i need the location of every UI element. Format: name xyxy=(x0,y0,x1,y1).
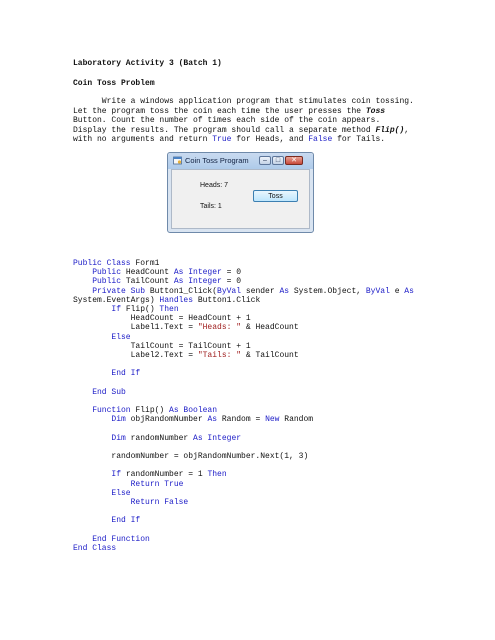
code-text: = 0 xyxy=(221,277,242,287)
code-line xyxy=(73,268,414,277)
desc-text: Display the results. The program should call a separate method xyxy=(73,125,376,135)
code-text xyxy=(73,333,111,342)
code-line xyxy=(73,415,414,424)
code-keyword: Function xyxy=(92,406,131,415)
window-titlebar[interactable] xyxy=(168,153,313,169)
code-text: HeadCount xyxy=(121,268,174,278)
code-keyword: Then xyxy=(207,470,227,480)
code-text xyxy=(73,498,131,507)
code-line xyxy=(73,305,414,314)
code-keyword: Private Sub xyxy=(92,286,146,296)
code-keyword: Return True xyxy=(130,479,184,489)
activity-heading: Laboratory Activity 3 (Batch 1) xyxy=(73,59,222,68)
code-text: Label2.Text = xyxy=(73,350,198,360)
false-keyword: False xyxy=(308,135,333,145)
toss-button[interactable]: Toss xyxy=(253,190,298,202)
desc-text: , xyxy=(404,125,410,135)
code-line xyxy=(73,544,414,553)
code-keyword: As Integer xyxy=(193,433,242,443)
code-text: Flip() xyxy=(130,406,170,415)
code-keyword: End If xyxy=(111,516,141,526)
code-text: TailCount xyxy=(121,277,174,287)
code-text xyxy=(73,470,111,479)
code-keyword: If xyxy=(111,470,122,480)
window-title: Coin Toss Program xyxy=(185,156,249,165)
minimize-button[interactable]: – xyxy=(259,156,271,165)
code-line xyxy=(73,388,414,397)
true-keyword: True xyxy=(212,135,232,145)
code-line xyxy=(73,369,414,378)
form-app-icon xyxy=(173,156,182,165)
code-line xyxy=(73,424,414,433)
code-keyword: End If xyxy=(111,369,141,379)
code-text: Random = xyxy=(217,415,266,425)
code-text: randomNumber xyxy=(125,433,194,443)
heads-label: Heads: 7 xyxy=(200,182,229,189)
flip-emphasis: Flip() xyxy=(375,125,405,135)
code-text: System.EventArgs) xyxy=(73,295,160,305)
toss-emphasis: Toss xyxy=(365,106,386,116)
code-line xyxy=(73,333,414,342)
code-keyword: ByVal xyxy=(217,286,242,296)
code-line xyxy=(73,516,414,525)
code-line xyxy=(73,535,414,544)
code-text: Label1.Text = xyxy=(73,323,198,333)
code-keyword: Handles xyxy=(159,295,194,305)
code-line xyxy=(73,434,414,443)
code-keyword: Public xyxy=(92,268,122,278)
code-line xyxy=(73,489,414,498)
code-keyword: Dim xyxy=(111,415,126,425)
code-text xyxy=(73,305,111,314)
code-line xyxy=(73,480,414,489)
code-keyword: Else xyxy=(111,332,131,342)
code-line xyxy=(73,323,414,332)
code-line xyxy=(73,259,414,268)
code-line xyxy=(73,507,414,516)
code-keyword: Public xyxy=(92,277,122,287)
code-keyword: Dim xyxy=(111,433,126,443)
code-text: Flip() xyxy=(121,304,160,314)
code-text xyxy=(73,388,92,397)
code-line xyxy=(73,397,414,406)
maximize-button[interactable]: □ xyxy=(272,156,284,165)
code-line xyxy=(73,314,414,323)
code-text: = 0 xyxy=(221,268,242,278)
code-keyword: Then xyxy=(159,304,179,314)
tails-label: Tails: 1 xyxy=(200,203,222,210)
code-text: Button1_Click( xyxy=(145,286,218,296)
code-text: HeadCount = HeadCount + 1 xyxy=(73,314,251,324)
code-line xyxy=(73,351,414,360)
window-client-area xyxy=(171,169,310,229)
code-text: Random xyxy=(279,415,314,425)
code-text: objRandomNumber xyxy=(125,415,208,425)
code-line xyxy=(73,443,414,452)
desc-line: Button. Count the number of times each side of the coin appears. xyxy=(73,116,381,126)
code-keyword: Return False xyxy=(130,497,189,507)
coin-toss-window xyxy=(167,152,314,233)
code-text xyxy=(73,489,111,498)
desc-line xyxy=(73,107,423,117)
code-keyword: End Class xyxy=(73,543,117,553)
code-text: Button1.Click xyxy=(193,295,261,305)
code-text xyxy=(73,415,111,424)
code-text xyxy=(73,434,111,443)
code-line xyxy=(73,406,414,415)
code-text: sender xyxy=(241,286,280,296)
code-line xyxy=(73,470,414,479)
code-keyword: As xyxy=(279,286,290,296)
code-keyword: As xyxy=(207,415,218,425)
code-line xyxy=(73,296,414,305)
code-text xyxy=(73,480,131,489)
code-keyword: End Sub xyxy=(92,387,126,397)
code-string: "Heads: " xyxy=(197,323,242,333)
desc-text: with no arguments and return xyxy=(73,135,213,145)
desc-text: for Heads, and xyxy=(231,135,309,145)
code-keyword: As Integer xyxy=(173,277,222,287)
code-text: randomNumber = objRandomNumber.Next(1, 3) xyxy=(73,451,309,461)
code-text xyxy=(73,287,92,296)
code-string: "Tails: " xyxy=(197,350,242,360)
code-line xyxy=(73,378,414,387)
code-text xyxy=(73,277,92,286)
code-text xyxy=(73,406,92,415)
code-text xyxy=(73,535,92,544)
code-text: System.Object, xyxy=(289,286,366,296)
code-keyword: As Boolean xyxy=(169,406,218,415)
code-text: e xyxy=(389,286,405,296)
code-text xyxy=(73,516,111,525)
code-text xyxy=(73,268,92,277)
code-keyword: As Integer xyxy=(173,268,222,278)
code-listing xyxy=(73,259,414,553)
desc-line xyxy=(73,126,423,136)
code-text: TailCount = TailCount + 1 xyxy=(73,341,251,351)
code-keyword: If xyxy=(111,304,122,314)
code-keyword: ByVal xyxy=(365,286,390,296)
code-line xyxy=(73,525,414,534)
code-line xyxy=(73,452,414,461)
code-keyword: As xyxy=(404,286,414,296)
code-keyword: New xyxy=(265,415,280,425)
code-text xyxy=(73,369,111,378)
code-text: randomNumber = 1 xyxy=(121,470,208,480)
code-line xyxy=(73,287,414,296)
code-line xyxy=(73,342,414,351)
desc-text: for Tails. xyxy=(332,135,386,145)
code-line xyxy=(73,498,414,507)
code-text: Form1 xyxy=(130,259,160,268)
problem-title: Coin Toss Problem xyxy=(73,79,155,88)
code-keyword: Else xyxy=(111,488,131,498)
desc-text: Let the program toss the coin each time the user presses the xyxy=(73,106,366,116)
code-text: & HeadCount xyxy=(241,323,299,333)
code-line xyxy=(73,277,414,286)
code-keyword: End Function xyxy=(92,534,150,544)
close-button[interactable]: ✕ xyxy=(285,156,303,165)
desc-line: Write a windows application program that stimulates coin tossing. xyxy=(73,97,414,106)
code-line xyxy=(73,360,414,369)
desc-line xyxy=(73,135,423,145)
code-keyword: Public Class xyxy=(73,259,131,268)
problem-description xyxy=(73,97,423,145)
code-line xyxy=(73,461,414,470)
code-text: & TailCount xyxy=(241,350,299,360)
